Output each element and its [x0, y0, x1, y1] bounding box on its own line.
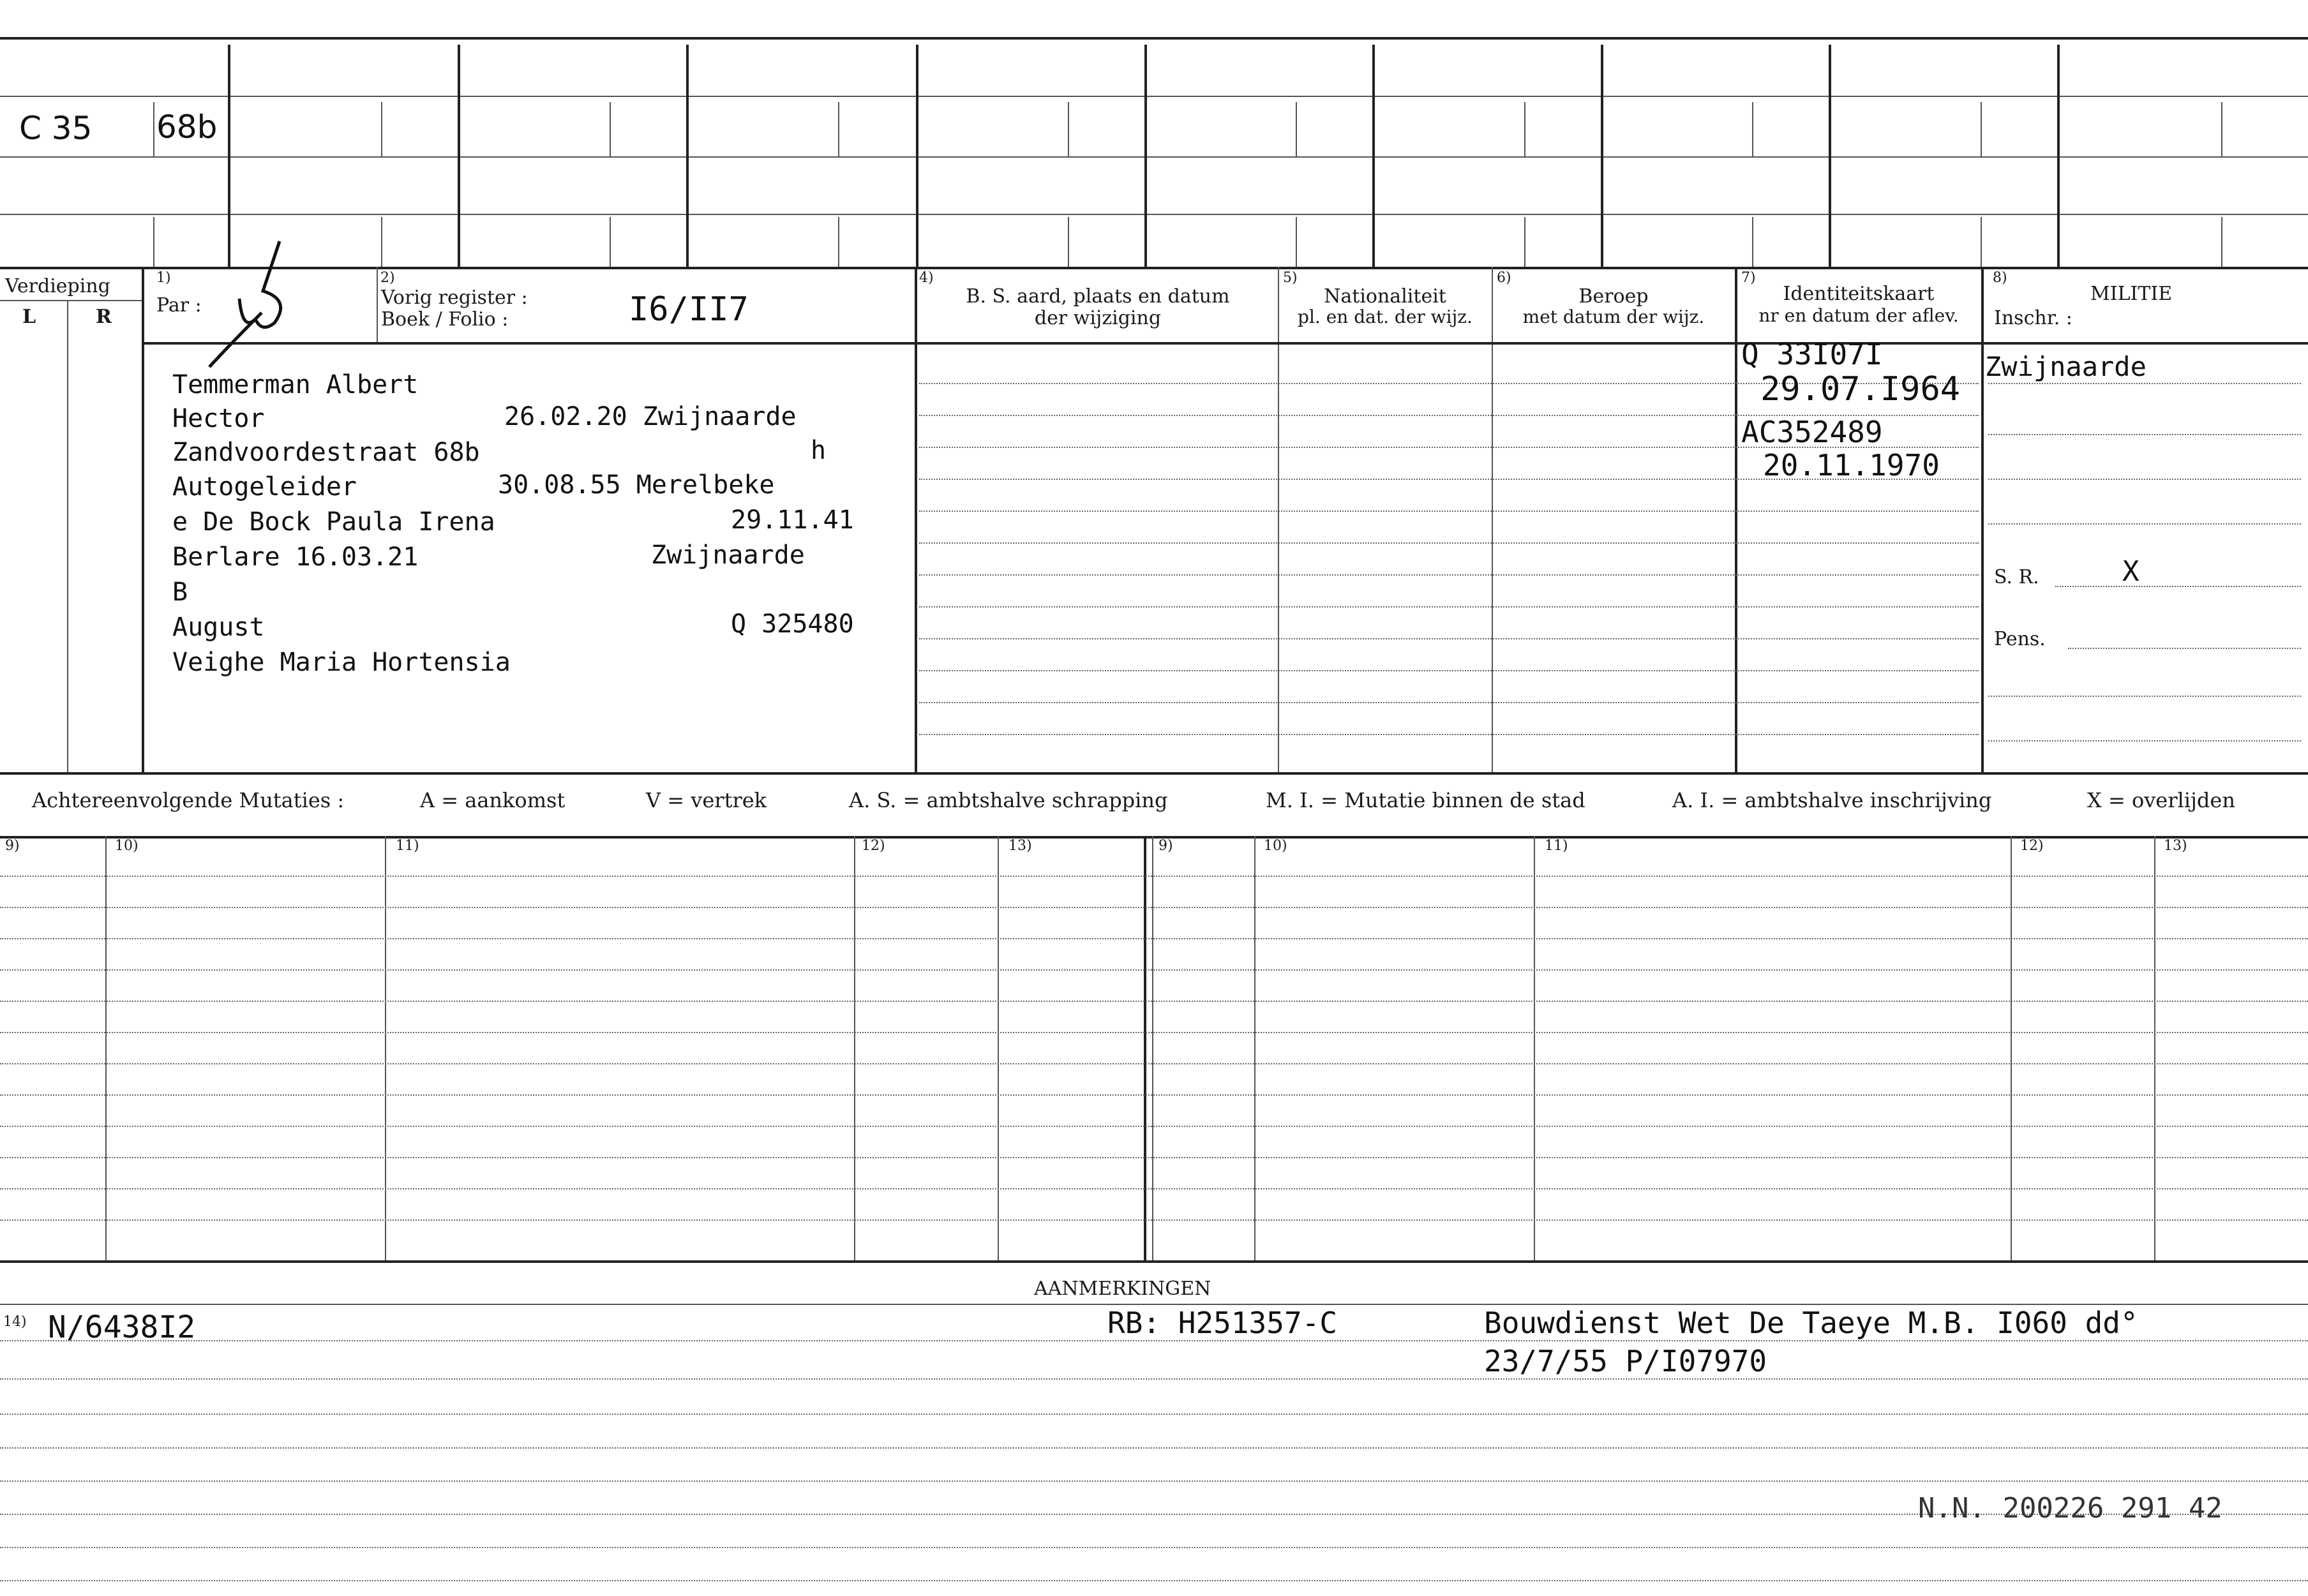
ruled-line	[919, 670, 1979, 671]
legend-item-aankomst: A = aankomst	[420, 788, 566, 812]
col2-number: 2)	[380, 270, 395, 286]
grid-line	[0, 836, 2308, 839]
col6-number: 6)	[1497, 270, 1511, 286]
mutation-col-9b: 9)	[1158, 838, 1173, 854]
grid-vline	[1152, 836, 1153, 1260]
ruled-line	[0, 1032, 2308, 1033]
ruled-line	[1988, 383, 2301, 384]
grid-line	[0, 1260, 2308, 1263]
person-line-9: Veighe Maria Hortensia	[172, 648, 511, 677]
person-line-4-right: 30.08.55 Merelbeke	[498, 470, 775, 500]
col5-header-line1: Nationaliteit	[1324, 285, 1446, 308]
grid-vline	[67, 300, 68, 772]
remarks-number: 14)	[3, 1314, 27, 1330]
ruled-line	[919, 606, 1979, 608]
col5-header-line2: pl. en dat. der wijz.	[1298, 306, 1472, 327]
grid-line	[0, 267, 2308, 269]
card-house-number: 68b	[156, 108, 218, 145]
mutation-col-9: 9)	[5, 838, 20, 854]
grid-vline	[854, 836, 855, 1260]
mutations-title: Achtereenvolgende Mutaties :	[32, 788, 345, 812]
grid-vline	[1144, 45, 1147, 267]
grid-vline	[686, 45, 689, 267]
ruled-line	[1988, 434, 2301, 435]
ruled-line	[0, 1219, 2308, 1221]
mutation-col-10b: 10)	[1264, 838, 1287, 854]
ruled-line	[919, 734, 1979, 735]
mutation-col-10: 10)	[115, 838, 139, 854]
grid-vline	[1981, 102, 1982, 156]
militie-header: MILITIE	[2090, 283, 2173, 305]
militie-inschr-value: Zwijnaarde	[1985, 351, 2147, 382]
remarks-value-2: RB: H251357-C	[1107, 1306, 1338, 1340]
col8-number: 8)	[1993, 270, 2007, 286]
id-card-2-date: 20.11.1970	[1763, 448, 1940, 482]
ruled-line	[0, 876, 2308, 877]
grid-vline	[838, 217, 839, 267]
person-line-2-right: 26.02.20 Zwijnaarde	[504, 402, 797, 431]
grid-vline	[458, 45, 460, 267]
ruled-line	[0, 907, 2308, 908]
col1-number: 1)	[156, 270, 171, 286]
grid-vline	[1296, 217, 1297, 267]
sr-value: X	[2122, 555, 2139, 588]
ruled-line	[0, 969, 2308, 971]
remarks-value-3: Bouwdienst Wet De Taeye M.B. I060 dd°	[1484, 1306, 2138, 1340]
id-card-1-number: Q 33I07I	[1741, 337, 1883, 371]
grid-line	[0, 156, 2308, 158]
person-line-4: Autogeleider	[172, 472, 357, 502]
grid-vline	[2057, 45, 2060, 267]
ruled-line	[0, 1480, 2308, 1482]
grid-vline	[998, 836, 999, 1260]
sr-label: S. R.	[1994, 566, 2039, 588]
person-line-8-right: Q 325480	[731, 609, 854, 639]
ruled-line	[0, 1378, 2308, 1380]
col7-number: 7)	[1741, 270, 1756, 286]
ruled-line	[919, 702, 1979, 703]
par-label: Par :	[156, 294, 202, 317]
ruled-line	[0, 1001, 2308, 1002]
ruled-line	[919, 511, 1979, 512]
ruled-line	[1988, 696, 2301, 697]
person-line-6-right: Zwijnaarde	[651, 541, 805, 570]
verdieping-right-label: R	[96, 306, 112, 328]
ruled-line	[2068, 648, 2301, 649]
ruled-line	[0, 1580, 2308, 1581]
grid-vline	[1752, 217, 1753, 267]
grid-vline	[1829, 45, 1831, 267]
mutation-col-11: 11)	[396, 838, 419, 854]
grid-vline	[1524, 102, 1525, 156]
grid-vline	[1254, 836, 1255, 1260]
top-border	[0, 37, 2308, 40]
grid-vline	[105, 836, 107, 1260]
col6-header-line1: Beroep	[1578, 285, 1649, 308]
grid-line	[0, 214, 2308, 215]
ruled-line	[0, 1547, 2308, 1548]
ruled-line	[919, 574, 1979, 576]
legend-item-schrapping: A. S. = ambtshalve schrapping	[849, 788, 1168, 812]
grid-vline	[1372, 45, 1375, 267]
person-line-1: Temmerman Albert	[172, 370, 419, 399]
grid-vline	[153, 217, 154, 267]
ruled-line	[919, 638, 1979, 639]
vorig-register-label: Vorig register :	[381, 287, 528, 309]
boek-folio-label: Boek / Folio :	[381, 308, 509, 331]
card-code: C 35	[19, 110, 93, 147]
ruled-line	[2055, 586, 2301, 587]
grid-vline	[1144, 836, 1146, 1260]
id-card-1-date: 29.07.I964	[1760, 370, 1961, 408]
grid-line	[142, 342, 2308, 345]
ruled-line	[1988, 740, 2301, 742]
ruled-line	[0, 1413, 2308, 1415]
legend-item-mutatie: M. I. = Mutatie binnen de stad	[1266, 788, 1585, 812]
verdieping-left-label: L	[22, 306, 36, 328]
ruled-line	[0, 938, 2308, 939]
ruled-line	[0, 1447, 2308, 1449]
remarks-footer-number: N.N. 200226 291 42	[1918, 1492, 2222, 1525]
grid-vline	[1534, 836, 1535, 1260]
legend-item-inschrijving: A. I. = ambtshalve inschrijving	[1672, 788, 1992, 812]
grid-vline	[2011, 836, 2012, 1260]
remarks-value-4: 23/7/55 P/I07970	[1484, 1344, 1767, 1378]
grid-vline	[2154, 836, 2155, 1260]
mutation-col-11b: 11)	[1545, 838, 1568, 854]
ruled-line	[1988, 479, 2301, 480]
grid-vline	[377, 267, 378, 343]
grid-vline	[1981, 217, 1982, 267]
boek-folio-value: I6/II7	[629, 290, 749, 329]
grid-line	[0, 300, 144, 301]
grid-vline	[228, 45, 230, 267]
grid-vline	[610, 102, 611, 156]
legend-item-vertrek: V = vertrek	[646, 788, 767, 812]
grid-vline	[838, 102, 839, 156]
col4-number: 4)	[919, 270, 934, 286]
ruled-line	[0, 1188, 2308, 1190]
ruled-line	[0, 1063, 2308, 1064]
grid-vline	[1068, 102, 1069, 156]
col4-header-line1: B. S. aard, plaats en datum	[966, 285, 1230, 308]
verdieping-header: Verdieping	[5, 275, 110, 297]
col7-header-line2: nr en datum der aflev.	[1758, 305, 1959, 326]
mutation-col-12: 12)	[862, 838, 885, 854]
grid-vline	[610, 217, 611, 267]
person-line-5-right: 29.11.41	[731, 505, 854, 535]
person-line-2: Hector	[172, 404, 265, 433]
person-line-8: August	[172, 613, 265, 642]
mutation-col-13: 13)	[1008, 838, 1032, 854]
grid-vline	[153, 102, 154, 156]
grid-vline	[1296, 102, 1297, 156]
col7-header-line1: Identiteitskaart	[1783, 283, 1935, 305]
col6-header-line2: met datum der wijz.	[1522, 306, 1705, 327]
ruled-line	[1988, 523, 2301, 525]
mutation-col-12b: 12)	[2020, 838, 2044, 854]
inschr-label: Inschr. :	[1994, 307, 2072, 329]
grid-vline	[1601, 45, 1603, 267]
person-line-5: e De Bock Paula Irena	[172, 507, 495, 537]
remarks-title: AANMERKINGEN	[1034, 1278, 1211, 1300]
grid-vline	[385, 836, 386, 1260]
person-line-7: B	[172, 578, 188, 607]
ruled-line	[0, 1094, 2308, 1096]
ruled-line	[0, 1126, 2308, 1127]
person-line-3-right: h	[811, 436, 827, 465]
grid-vline	[916, 45, 918, 267]
pens-label: Pens.	[1994, 628, 2046, 650]
col4-header-line2: der wijziging	[1034, 307, 1162, 329]
grid-vline	[381, 217, 382, 267]
mutation-col-13b: 13)	[2164, 838, 2187, 854]
grid-vline	[1752, 102, 1753, 156]
ruled-line	[0, 1340, 2308, 1341]
grid-vline	[1068, 217, 1069, 267]
ruled-line	[0, 1157, 2308, 1158]
id-card-2-number: AC352489	[1741, 415, 1883, 449]
ruled-line	[919, 542, 1979, 544]
par-handwritten-mark	[204, 236, 313, 377]
grid-line	[0, 1304, 2308, 1305]
grid-vline	[2221, 102, 2222, 156]
col5-number: 5)	[1283, 270, 1298, 286]
grid-vline	[2221, 217, 2222, 267]
grid-line	[0, 96, 2308, 97]
grid-vline	[381, 102, 382, 156]
grid-line	[0, 772, 2308, 775]
person-line-3: Zandvoordestraat 68b	[172, 438, 480, 467]
remarks-value-1: N/6438I2	[48, 1309, 196, 1345]
grid-vline	[1524, 217, 1525, 267]
legend-item-overlijden: X = overlijden	[2087, 788, 2235, 812]
person-line-6: Berlare 16.03.21	[172, 542, 419, 572]
